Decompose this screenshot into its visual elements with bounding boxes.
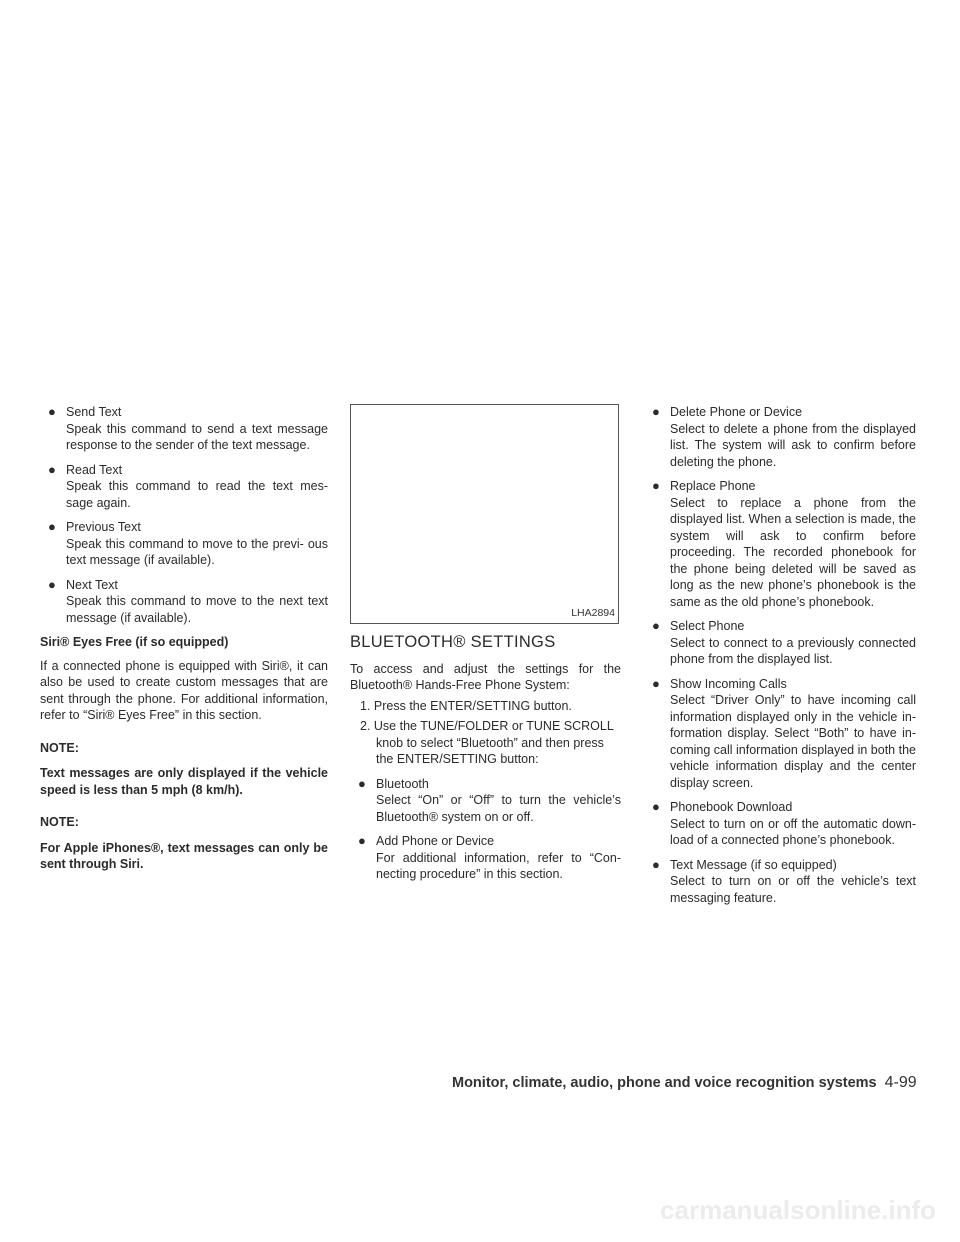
siri-paragraph: If a connected phone is equipped with Siri®, it can also be used to create custom messages that are sent through the phone. For additional information, refer to “Siri® Eyes Free” in this section. — [40, 658, 328, 722]
bullet-icon: ● — [48, 461, 56, 477]
column-left — [40, 404, 328, 881]
note-label: NOTE: — [40, 740, 79, 755]
figure-frame — [350, 404, 619, 624]
item-title: Previous Text — [66, 520, 141, 534]
siri-heading: Siri® Eyes Free (if so equipped) — [40, 635, 229, 649]
item-title: Add Phone or Device — [376, 834, 495, 848]
bullet-icon: ● — [652, 675, 660, 691]
list-item — [644, 404, 916, 470]
item-desc: Select to delete a phone from the displayed list. The system will ask to confirm before deleting the phone. — [670, 421, 916, 469]
list-item — [350, 776, 621, 826]
page-footer — [452, 1074, 930, 1092]
item-title: Send Text — [66, 405, 122, 419]
item-desc: Select to connect to a previously connected phone from the displayed list. — [670, 635, 916, 666]
item-desc: Select to turn on or off the vehicle’s text messaging feature. — [670, 874, 916, 905]
list-item — [644, 799, 916, 849]
step-item: 1. Press the ENTER/SETTING button. — [360, 698, 572, 713]
list-item — [40, 404, 328, 454]
bullet-icon: ● — [358, 775, 366, 791]
item-desc: Speak this command to move to the next text message (if available). — [66, 594, 328, 625]
item-desc: Select to turn on or off the automatic down- load of a connected phone’s phonebook. — [670, 816, 916, 847]
bullet-icon: ● — [652, 856, 660, 872]
section-title: BLUETOOTH® SETTINGS — [350, 633, 556, 651]
item-desc: Speak this command to read the text mes- sage again. — [66, 479, 328, 510]
note-text: For Apple iPhones®, text messages can only be sent through Siri. — [40, 840, 328, 871]
list-item — [350, 833, 621, 883]
item-desc: Speak this command to send a text message response to the sender of the text message. — [66, 421, 328, 452]
bullet-icon: ● — [652, 799, 660, 814]
step-item: 2. Use the TUNE/FOLDER or TUNE SCROLL knob to select “Bluetooth” and then press the ENTER/SETTING button: — [360, 719, 614, 766]
bullet-icon: ● — [652, 618, 660, 633]
list-item — [644, 618, 916, 668]
bullet-icon: ● — [652, 478, 660, 493]
list-item — [644, 676, 916, 792]
column-middle — [350, 404, 621, 891]
note-label: NOTE: — [40, 815, 79, 829]
figure-code: LHA2894 — [571, 606, 615, 619]
item-title: Select Phone — [670, 619, 745, 633]
item-title: Replace Phone — [670, 479, 756, 493]
item-title: Bluetooth — [376, 776, 429, 791]
item-title: Show Incoming Calls — [670, 676, 787, 691]
page-number: 4-99 — [884, 1074, 917, 1091]
intro-paragraph: To access and adjust the settings for the Bluetooth® Hands-Free Phone System: — [350, 661, 621, 692]
list-item — [40, 577, 328, 627]
watermark: carmanualsonline.info — [660, 1194, 936, 1225]
item-title: Next Text — [66, 577, 118, 592]
list-item — [40, 519, 328, 569]
item-desc: Speak this command to move to the previ- ous text message (if available). — [66, 536, 328, 567]
item-desc: For additional information, refer to “Con- necting procedure” in this section. — [376, 850, 621, 881]
item-title: Delete Phone or Device — [670, 405, 803, 419]
list-item — [644, 478, 916, 610]
note-text: Text messages are only displayed if the vehicle speed is less than 5 mph (8 km/h). — [40, 766, 328, 797]
item-title: Text Message (if so equipped) — [670, 857, 837, 872]
column-right — [644, 404, 916, 914]
bullet-icon: ● — [652, 404, 660, 419]
bullet-icon: ● — [48, 404, 56, 419]
item-desc: Select “Driver Only” to have incoming call information displayed only in the vehicle in- formation display. Select “Both” to have in- coming call information displayed in both the vehicle information display and the center display screen. — [670, 693, 916, 790]
item-title: Phonebook Download — [670, 800, 793, 814]
bullet-icon: ● — [48, 519, 56, 534]
item-desc: Select “On” or “Off” to turn the vehicle’s Bluetooth® system on or off. — [376, 793, 621, 824]
bullet-icon: ● — [358, 833, 366, 848]
item-desc: Select to replace a phone from the displayed list. When a selection is made, the system will ask to confirm before proceeding. The recorded phonebook for the phone being deleted will be saved as long as the new phone’s phonebook is the same as the old phone’s phonebook. — [670, 495, 916, 609]
item-title: Read Text — [66, 462, 123, 477]
bullet-icon: ● — [48, 576, 56, 592]
list-item — [644, 857, 916, 907]
chapter-title: Monitor, climate, audio, phone and voice recognition systems — [452, 1075, 877, 1091]
list-item — [40, 462, 328, 512]
